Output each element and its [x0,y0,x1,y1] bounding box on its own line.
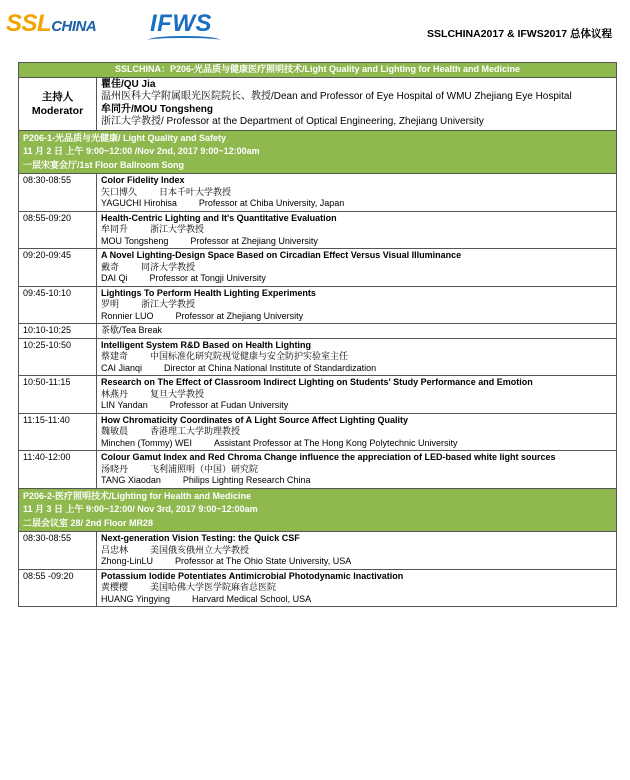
talk-row [19,376,617,414]
talk-details [97,174,617,212]
speaker-cn: 牟同升 浙江大学教授 [101,224,205,234]
chair2-name: 牟同升/MOU Tongsheng [101,103,214,115]
talk-row [19,211,617,249]
section2-info: P206-2-医疗照明技术/Lighting for Health and Medicine 11 月 3 日 上午 9:00~12:00/ Nov 3rd, 2017 9:00~12:00am 二层会议室 28/ 2nd Floor MR28 [19,488,617,532]
speaker-en: MOU Tongsheng Professor at Zhejiang University [101,235,318,246]
talk-title: Health-Centric Lighting and It's Quantitative Evaluation [101,212,337,223]
session-banner: SSLCHINA：P206-光品质与健康医疗照明技术/Light Quality and Lighting for Health and Medicine [19,63,617,78]
talk-details [97,413,617,451]
break-label: 茶歇/Tea Break [97,324,617,339]
talk-title: A Novel Lighting-Design Space Based on Circadian Effect Versus Visual Illuminance [101,250,462,260]
speaker-en: YAGUCHI Hirohisa Professor at Chiba University, Japan [101,198,345,208]
talk-time: 10:50-11:15 [19,376,97,414]
talk-details [97,249,617,287]
talk-time: 10:25-10:50 [19,338,97,376]
speaker-en: Ronnier LUO Professor at Zhejiang University [101,310,304,321]
talk-details [97,451,617,489]
talk-title: Color Fidelity Index [101,175,185,185]
ifws-logo: IFWS [150,10,212,37]
speaker-cn: 矢口博久 日本千叶大学教授 [101,186,232,197]
speaker-en: LIN Yandan Professor at Fudan University [101,400,289,410]
talk-details [97,569,617,607]
moderator-label: 主持人 Moderator [19,77,97,130]
talk-time: 08:55 -09:20 [19,569,97,607]
talk-row [19,532,617,570]
speaker-cn: 黄樱樱 美国哈佛大学医学院麻省总医院 [101,582,277,592]
talk-time: 11:15-11:40 [19,413,97,451]
talk-details [97,286,617,324]
section2-header [19,488,617,532]
break-time: 10:10-10:25 [19,324,97,339]
section2-talks [19,532,617,607]
talk-time: 08:30-08:55 [19,532,97,570]
talk-row [19,413,617,451]
talk-title: Lightings To Perform Health Lighting Experiments [101,287,316,298]
talk-details [97,338,617,376]
talk-details [97,532,617,570]
talk-time: 08:55-09:20 [19,211,97,249]
chair2-title: 浙江大学教授/ Professor at the Department of Optical Engineering, Zhejiang University [101,116,484,127]
speaker-cn: 林燕丹 复旦大学教授 [101,388,205,399]
talk-row [19,174,617,212]
speaker-cn: 蔡建奇 中国标准化研究院视觉健康与安全防护实验室主任 [101,351,349,361]
speaker-en: TANG Xiaodan Philips Lighting Research China [101,475,311,485]
talk-details [97,211,617,249]
sslchina-logo: SSLCHINA [6,10,97,37]
page-header [0,0,630,58]
speaker-en: Zhong-LinLU Professor at The Ohio State University, USA [101,556,352,566]
document-title: SSLCHINA2017 & IFWS2017 总体议程 [427,28,612,40]
moderator-row [19,77,617,130]
talk-title: Intelligent System R&D Based on Health Lighting [101,339,312,350]
talk-row [19,451,617,489]
speaker-en: HUANG Yingying Harvard Medical School, USA [101,593,312,604]
speaker-en: DAI Qi Professor at Tongji University [101,273,266,283]
section1-header [19,130,617,174]
chair1-title: 温州医科大学附属眼光医院院长、教授/Dean and Professor of Eye Hospital of WMU Zhejiang Eye Hospital [101,91,572,102]
speaker-en: Minchen (Tommy) WEI Assistant Professor at The Hong Kong Polytechnic University [101,437,458,448]
speaker-cn: 戴奇 同济大学教授 [101,261,196,272]
talk-title: Potassium Iodide Potentiates Antimicrobial Photodynamic Inactivation [101,570,404,581]
talk-row [19,286,617,324]
chair1-name: 瞿佳/QU Jia [101,78,156,90]
speaker-en: CAI Jianqi Director at China National Institute of Standardization [101,362,377,373]
talk-details [97,376,617,414]
speaker-cn: 汤晓丹 飞利浦照明（中国）研究院 [101,463,259,474]
talk-time: 11:40-12:00 [19,451,97,489]
talk-time: 09:45-10:10 [19,286,97,324]
moderator-details [97,77,617,130]
agenda-table [18,62,617,607]
talk-title: Research on The Effect of Classroom Indirect Lighting on Students' Study Performance and Emotion [101,377,533,387]
session-banner-row [19,63,617,78]
talk-time: 08:30-08:55 [19,174,97,212]
tea-break-row [19,324,617,339]
talk-row [19,338,617,376]
speaker-cn: 吕忠林 美国俄亥俄州立大学教授 [101,544,250,555]
talk-row [19,569,617,607]
logo-swoosh-icon [148,36,220,44]
speaker-cn: 魏敏晨 香港理工大学助理教授 [101,426,241,436]
talk-title: Colour Gamut Index and Red Chroma Change influence the appreciation of LED-based white light sources [101,452,556,462]
talk-title: How Chromaticity Coordinates of A Light Source Affect Lighting Quality [101,414,409,425]
section1-info: P206-1-光品质与光健康/ Light Quality and Safety 11 月 2 日 上午 9:00~12:00 /Nov 2nd, 2017 9:00~12:00am 一层宋宴会厅/1st Floor Ballroom Song [19,130,617,174]
talk-row [19,249,617,287]
talk-title: Next-generation Vision Testing: the Quick CSF [101,533,300,543]
section1-talks [19,174,617,324]
speaker-cn: 罗明 浙江大学教授 [101,299,196,309]
section1-talks-after-break [19,338,617,488]
talk-time: 09:20-09:45 [19,249,97,287]
